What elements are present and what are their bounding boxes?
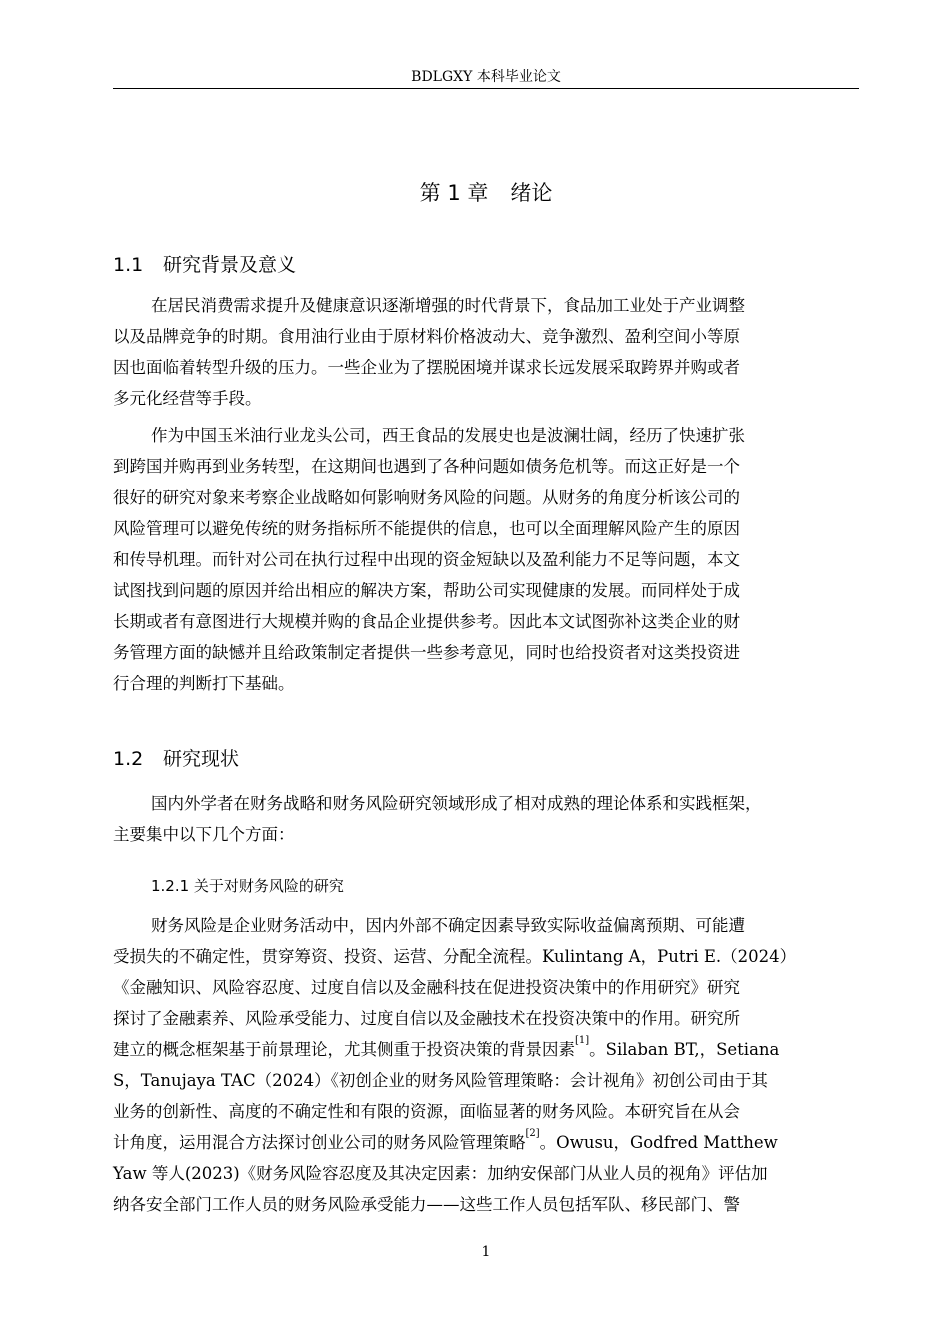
text-line: Yaw 等人(2023)《财务风险容忍度及其决定因素：加纳安保部门从业人员的视角》评估加: [113, 1164, 768, 1183]
text-line: 多元化经营等手段。: [113, 389, 262, 408]
chapter-number: 第 1 章: [419, 181, 489, 205]
text-line: 因也面临着转型升级的压力。一些企业为了摆脱困境并谋求长远发展采取跨界并购或者: [113, 358, 740, 377]
section-number: 1.2: [113, 748, 144, 770]
text-line: 行合理的判断打下基础。: [113, 674, 295, 693]
text-line: [113, 1127, 859, 1158]
page-number: 1: [481, 1244, 491, 1260]
text-line: 务管理方面的缺憾并且给政策制定者提供一些参考意见，同时也给投资者对这类投资进: [113, 643, 740, 662]
text-line: 以及品牌竞争的时期。食用油行业由于原材料价格波动大、竞争激烈、盈利空间小等原: [113, 327, 740, 346]
paragraph-background-1: [113, 290, 859, 414]
text-line: 财务风险是企业财务活动中，因内外部不确定因素导致实际收益偏离预期、可能遭: [151, 916, 745, 935]
text-line: 长期或者有意图进行大规模并购的食品企业提供参考。因此本文试图弥补这类企业的财: [113, 612, 740, 631]
citation-2: [2]: [525, 1128, 540, 1139]
text-line: 很好的研究对象来考察企业战略如何影响财务风险的问题。从财务的角度分析该公司的: [113, 488, 740, 507]
section-title: 研究现状: [163, 748, 240, 770]
text-line: 和传导机理。而针对公司在执行过程中出现的资金短缺以及盈利能力不足等问题，本文: [113, 550, 740, 569]
subsection-heading-1-2-1: 1.2.1 关于对财务风险的研究: [151, 877, 344, 895]
text-line: S，Tanujaya TAC（2024）《初创企业的财务风险管理策略：会计视角》初创公司由于其: [113, 1071, 768, 1090]
text-line: 试图找到问题的原因并给出相应的解决方案，帮助公司实现健康的发展。而同样处于成: [113, 581, 740, 600]
section-number: 1.1: [113, 254, 144, 276]
text-segment: 建立的概念框架基于前景理论，尤其侧重于投资决策的背景因素: [113, 1040, 575, 1059]
paragraph-status-intro: [113, 788, 859, 850]
text-line: 在居民消费需求提升及健康意识逐渐增强的时代背景下，食品加工业处于产业调整: [151, 296, 745, 315]
text-line: 受损失的不确定性，贯穿筹资、投资、运营、分配全流程。Kulintang A，Putri E.（2024）: [113, 947, 797, 966]
paragraph-financial-risk: [113, 910, 859, 1220]
text-line: 作为中国玉米油行业龙头公司，西王食品的发展史也是波澜壮阔，经历了快速扩张: [151, 426, 745, 445]
text-line: 到跨国并购再到业务转型，在这期间也遇到了各种问题如债务危机等。而这正好是一个: [113, 457, 740, 476]
text-line: [113, 1034, 859, 1065]
citation-1: [1]: [575, 1035, 590, 1046]
paragraph-background-2: [113, 420, 859, 699]
text-segment: 。Silaban BT,，Setiana: [589, 1040, 780, 1059]
text-segment: 计角度，运用混合方法探讨创业公司的财务风险管理策略: [113, 1133, 526, 1152]
text-line: 《金融知识、风险容忍度、过度自信以及金融科技在促进投资决策中的作用研究》研究: [113, 978, 740, 997]
text-line: 主要集中以下几个方面：: [113, 825, 295, 844]
text-line: 国内外学者在财务战略和财务风险研究领域形成了相对成熟的理论体系和实践框架，: [151, 794, 762, 813]
chapter-name: 绪论: [510, 181, 553, 205]
text-line: 纳各安全部门工作人员的财务风险承受能力——这些工作人员包括军队、移民部门、警: [113, 1195, 740, 1214]
text-line: 探讨了金融素养、风险承受能力、过度自信以及金融技术在投资决策中的作用。研究所: [113, 1009, 740, 1028]
text-line: 风险管理可以避免传统的财务指标所不能提供的信息，也可以全面理解风险产生的原因: [113, 519, 740, 538]
text-line: 业务的创新性、高度的不确定性和有限的资源，面临显著的财务风险。本研究旨在从会: [113, 1102, 740, 1121]
section-title: 研究背景及意义: [163, 254, 297, 276]
section-heading-1-2: [113, 746, 859, 772]
page-header: BDLGXY 本科毕业论文: [113, 68, 859, 89]
section-heading-1-1: [113, 252, 859, 278]
chapter-title: [113, 178, 859, 208]
text-segment: 。Owusu，Godfred Matthew: [539, 1133, 778, 1152]
